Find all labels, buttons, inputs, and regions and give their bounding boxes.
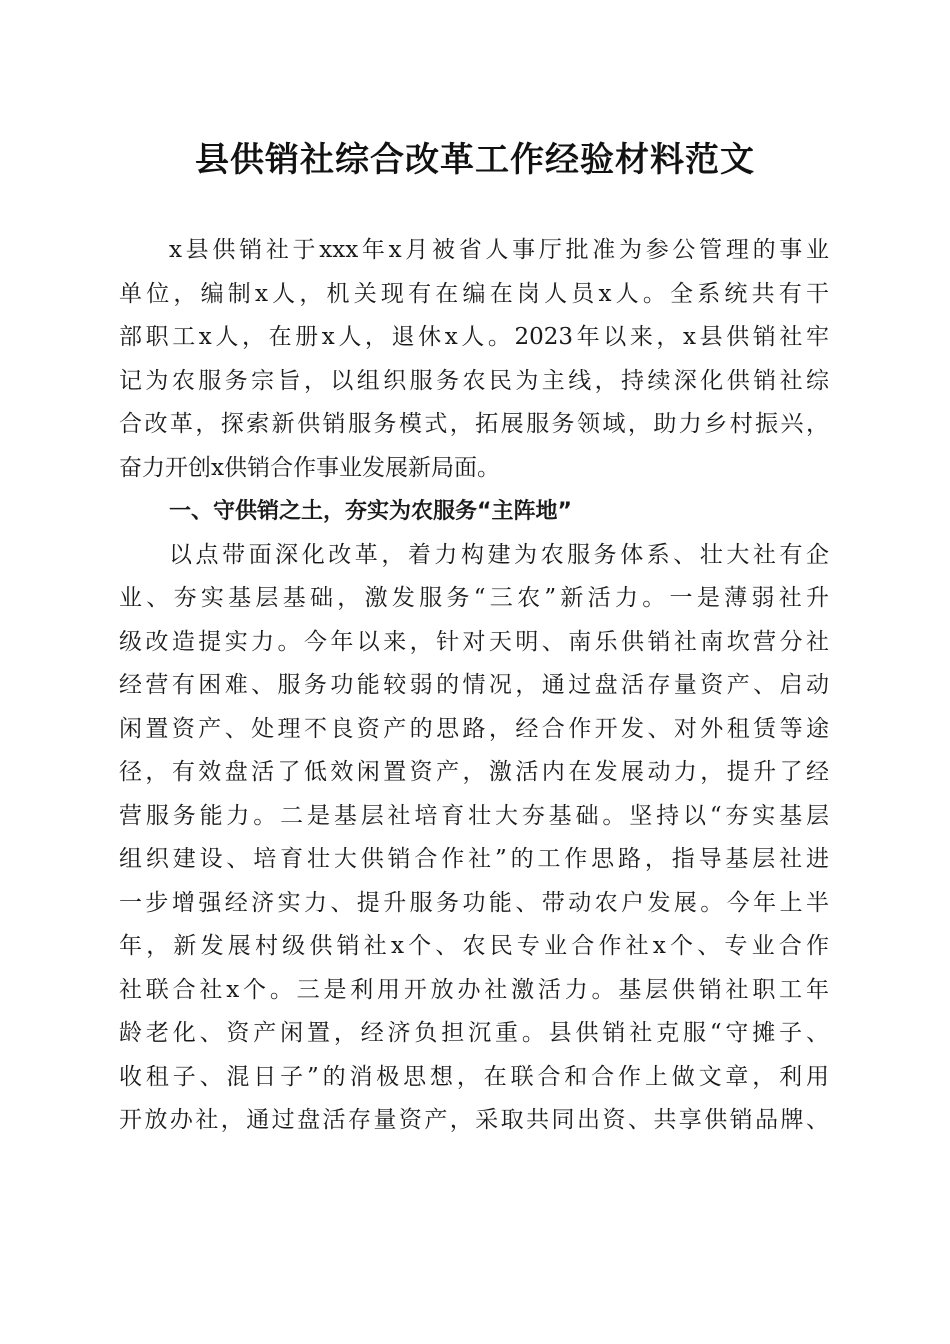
paragraph-line: 组织建设、培育壮大供销合作社”的工作思路，指导基层社进	[119, 846, 829, 872]
paragraph-line: 营服务能力。二是基层社培育壮大夯基础。坚持以“夯实基层	[119, 802, 829, 829]
paragraph-line: 以点带面深化改革，着力构建为农服务体系、壮大社有企	[169, 541, 829, 568]
paragraph-line: 记为农服务宗旨，以组织服务农民为主线，持续深化供销社综	[119, 367, 829, 394]
paragraph-line: 单位，编制x人，机关现有在编在岗人员x人。全系统共有干	[119, 280, 829, 307]
paragraph-line: 业、夯实基层基础，激发服务“三农”新活力。一是薄弱社升	[119, 585, 829, 611]
section-heading: 一、守供销之土，夯实为农服务“主阵地”	[169, 499, 572, 524]
paragraph-line: 级改造提实力。今年以来，针对天明、南乐供销社南坎营分社	[119, 628, 829, 655]
paragraph-line: 经营有困难、服务功能较弱的情况，通过盘活存量资产、启动	[119, 672, 829, 698]
paragraph-line: 奋力开创x供销合作事业发展新局面。	[119, 454, 500, 481]
paragraph-line: 闲置资产、处理不良资产的思路，经合作开发、对外租赁等途	[119, 715, 829, 742]
paragraph-line: 社联合社x个。三是利用开放办社激活力。基层供销社职工年	[119, 976, 829, 1003]
document-title: 县供销社综合改革工作经验材料范文	[195, 140, 755, 180]
paragraph-line: 龄老化、资产闲置，经济负担沉重。县供销社克服“守摊子、	[119, 1020, 829, 1046]
paragraph-line: 一步增强经济实力、提升服务功能、带动农户发展。今年上半	[119, 889, 829, 916]
paragraph-line: 部职工x人，在册x人，退休x人。2023年以来，x县供销社牢	[119, 324, 829, 350]
document-body	[119, 229, 829, 1143]
paragraph-line: 径，有效盘活了低效闲置资产，激活内在发展动力，提升了经	[119, 759, 829, 785]
paragraph-line: 年，新发展村级供销社x个、农民专业合作社x个、专业合作	[119, 933, 829, 959]
paragraph-line: 开放办社，通过盘活存量资产，采取共同出资、共享供销品牌、	[119, 1107, 829, 1133]
paragraph-line: 合改革，探索新供销服务模式，拓展服务领域，助力乡村振兴，	[119, 411, 829, 437]
paragraph-line: x县供销社于xxx年x月被省人事厅批准为参公管理的事业	[169, 237, 829, 263]
paragraph-line: 收租子、混日子”的消极思想，在联合和合作上做文章，利用	[119, 1063, 829, 1090]
